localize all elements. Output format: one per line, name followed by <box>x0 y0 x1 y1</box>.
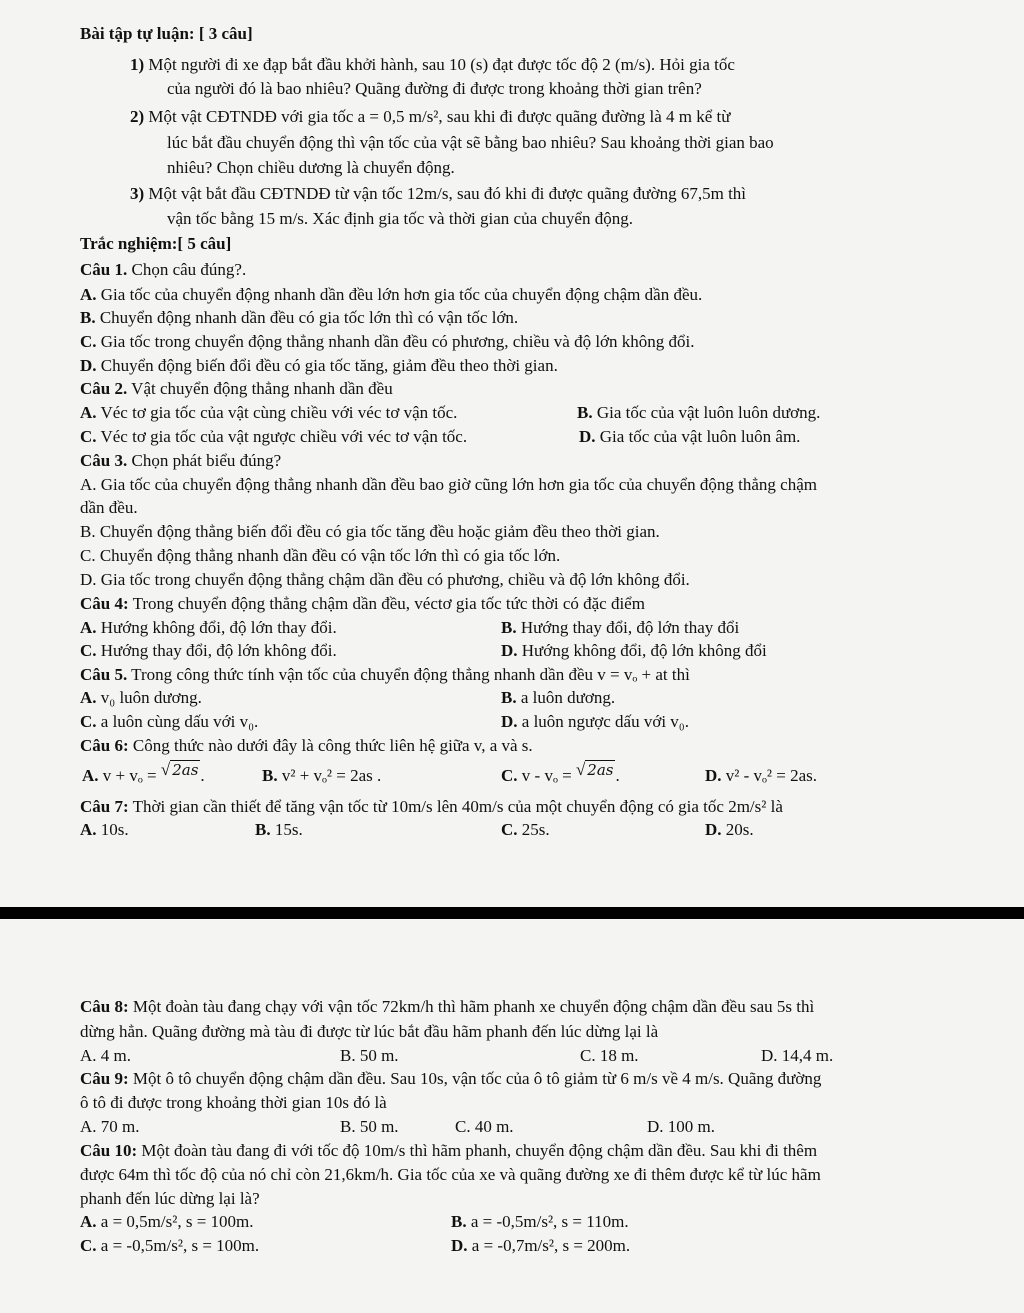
mcq-3-option-c: C. Chuyển động thẳng nhanh dần đều có vận tốc lớn thì có gia tốc lớn. <box>80 546 561 565</box>
mcq-10-option-c: C. a = -0,5m/s², s = 100m. <box>80 1236 260 1255</box>
mcq-section-title: Trắc nghiệm:[ 5 câu] <box>80 234 232 253</box>
mcq-7-stem: Câu 7: Thời gian cần thiết để tăng vận tốc từ 10m/s lên 40m/s của một chuyển động có gia tốc 2m/s² là <box>80 797 783 816</box>
essay-question-3: 3) Một vật bắt đầu CĐTNDĐ từ vận tốc 12m/s, sau đó khi đi được quãng đường 67,5m thì <box>130 184 747 203</box>
mcq-6-option-c: C. v - vₒ = √ 2as . <box>501 760 620 785</box>
mcq-10-stem: Câu 10: Một đoàn tàu đang đi với tốc độ 10m/s thì hãm phanh, chuyển động chậm dần đều. Sau khi đi thêm <box>80 1141 818 1160</box>
essay-question-2-cont: lúc bắt đầu chuyển động thì vận tốc của vật sẽ bằng bao nhiêu? Sau khoảng thời gian bao <box>167 133 774 152</box>
essay-question-3-cont: vận tốc bằng 15 m/s. Xác định gia tốc và thời gian của chuyển động. <box>167 209 633 228</box>
mcq-7-option-a: A. 10s. <box>80 820 129 839</box>
page-divider <box>0 907 1024 919</box>
mcq-1-option-a: A. Gia tốc của chuyển động nhanh dần đều lớn hơn gia tốc của chuyển động chậm dần đều. <box>80 285 703 304</box>
mcq-2-option-d: D. Gia tốc của vật luôn luôn âm. <box>579 427 801 446</box>
mcq-9-option-a: A. 70 m. <box>80 1117 140 1136</box>
mcq-3-option-d: D. Gia tốc trong chuyển động thẳng chậm dần đều có phương, chiều và độ lớn không đổi. <box>80 570 690 589</box>
mcq-2-option-a: A. Véc tơ gia tốc của vật cùng chiều với véc tơ vận tốc. <box>80 403 458 422</box>
mcq-4-option-c: C. Hướng thay đổi, độ lớn không đổi. <box>80 641 337 660</box>
mcq-9-stem-cont: ô tô đi được trong khoảng thời gian 10s đó là <box>80 1093 387 1112</box>
mcq-4-option-d: D. Hướng không đổi, độ lớn không đổi <box>501 641 767 660</box>
mcq-2-option-c: C. Véc tơ gia tốc của vật ngược chiều với véc tơ vận tốc. <box>80 427 468 446</box>
mcq-2-option-b: B. Gia tốc của vật luôn luôn dương. <box>577 403 821 422</box>
mcq-7-option-d: D. 20s. <box>705 820 754 839</box>
mcq-5-stem: Câu 5. Trong công thức tính vận tốc của chuyển động thẳng nhanh dần đều v = vₒ + at thì <box>80 665 690 684</box>
essay-section-title: Bài tập tự luận: [ 3 câu] <box>80 24 253 43</box>
mcq-7-option-c: C. 25s. <box>501 820 550 839</box>
mcq-2-stem: Câu 2. Vật chuyển động thẳng nhanh dần đều <box>80 379 393 398</box>
essay-question-2: 2) Một vật CĐTNDĐ với gia tốc a = 0,5 m/s², sau khi đi được quãng đường là 4 m kể từ <box>130 107 731 126</box>
mcq-3-option-a: A. Gia tốc của chuyển động thẳng nhanh dần đều bao giờ cũng lớn hơn gia tốc của chuyển động thẳng chậm <box>80 475 817 494</box>
essay-question-2-cont2: nhiêu? Chọn chiều dương là chuyển động. <box>167 158 455 177</box>
mcq-7-option-b: B. 15s. <box>255 820 303 839</box>
mcq-8-stem-cont: dừng hẳn. Quãng đường mà tàu đi được từ lúc bắt đầu hãm phanh đến lúc dừng lại là <box>80 1022 659 1041</box>
mcq-6-option-d: D. v² - vₒ² = 2as. <box>705 766 818 785</box>
mcq-6-stem: Câu 6: Công thức nào dưới đây là công thức liên hệ giữa v, a và s. <box>80 736 533 755</box>
mcq-5-option-c: C. a luôn cùng dấu với v₀. <box>80 712 259 731</box>
mcq-1-option-d: D. Chuyển động biến đổi đều có gia tốc tăng, giảm đều theo thời gian. <box>80 356 558 375</box>
mcq-4-option-a: A. Hướng không đổi, độ lớn thay đổi. <box>80 618 337 637</box>
mcq-9-option-b: B. 50 m. <box>340 1117 399 1136</box>
mcq-8-option-c: C. 18 m. <box>580 1046 639 1065</box>
mcq-5-option-a: A. v₀ luôn dương. <box>80 688 202 707</box>
mcq-10-option-a: A. a = 0,5m/s², s = 100m. <box>80 1212 254 1231</box>
essay-question-1: 1) Một người đi xe đạp bắt đầu khởi hành, sau 10 (s) đạt được tốc độ 2 (m/s). Hỏi gia tốc <box>130 55 735 74</box>
mcq-8-option-b: B. 50 m. <box>340 1046 399 1065</box>
mcq-4-stem: Câu 4: Trong chuyển động thẳng chậm dần đều, véctơ gia tốc tức thời có đặc điểm <box>80 594 645 613</box>
mcq-5-option-d: D. a luôn ngược dấu với v₀. <box>501 712 689 731</box>
mcq-1-option-b: B. Chuyển động nhanh dần đều có gia tốc lớn thì có vận tốc lớn. <box>80 308 519 327</box>
mcq-9-option-c: C. 40 m. <box>455 1117 514 1136</box>
mcq-8-option-d: D. 14,4 m. <box>761 1046 834 1065</box>
mcq-3-stem: Câu 3. Chọn phát biểu đúng? <box>80 451 282 470</box>
mcq-6-option-a: A. v + vₒ = √ 2as . <box>82 760 205 785</box>
mcq-10-stem-cont2: phanh đến lúc dừng lại là? <box>80 1189 260 1208</box>
mcq-3-option-a-cont: dần đều. <box>80 498 138 517</box>
mcq-1-option-c: C. Gia tốc trong chuyển động thẳng nhanh dần đều có phương, chiều và độ lớn không đổi. <box>80 332 695 351</box>
mcq-10-option-b: B. a = -0,5m/s², s = 110m. <box>451 1212 629 1231</box>
mcq-6-option-b: B. v² + vₒ² = 2as . <box>262 766 382 785</box>
mcq-9-stem: Câu 9: Một ô tô chuyển động chậm dần đều. Sau 10s, vận tốc của ô tô giảm từ 6 m/s về 4 m/s. Quãng đường <box>80 1069 822 1088</box>
mcq-10-option-d: D. a = -0,7m/s², s = 200m. <box>451 1236 631 1255</box>
mcq-3-option-b: B. Chuyển động thẳng biến đổi đều có gia tốc tăng đều hoặc giảm đều theo thời gian. <box>80 522 660 541</box>
essay-question-1-cont: của người đó là bao nhiêu? Quãng đường đi được trong khoảng thời gian trên? <box>167 79 702 98</box>
mcq-8-option-a: A. 4 m. <box>80 1046 131 1065</box>
mcq-5-option-b: B. a luôn dương. <box>501 688 616 707</box>
mcq-8-stem: Câu 8: Một đoàn tàu đang chạy với vận tốc 72km/h thì hãm phanh xe chuyển động chậm dần đều sau 5s thì <box>80 997 815 1016</box>
mcq-4-option-b: B. Hướng thay đổi, độ lớn thay đổi <box>501 618 740 637</box>
mcq-9-option-d: D. 100 m. <box>647 1117 715 1136</box>
mcq-10-stem-cont: được 64m thì tốc độ của nó chỉ còn 21,6km/h. Gia tốc của xe và quãng đường xe đi thêm được kể từ lúc hãm <box>80 1165 821 1184</box>
mcq-1-stem: Câu 1. Chọn câu đúng?. <box>80 260 247 279</box>
